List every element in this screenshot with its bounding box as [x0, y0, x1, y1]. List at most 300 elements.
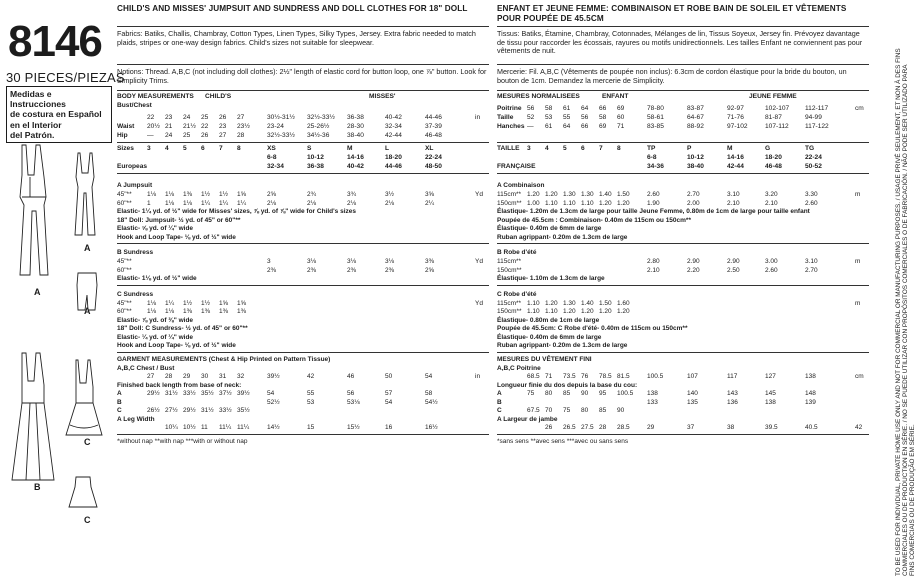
body-header-label: BODY MEASUREMENTS: [117, 93, 194, 100]
doll-jumpsuit-figure: [77, 273, 97, 310]
notion-note: Elastic- ⅝ yd. of ¼" wide: [117, 225, 194, 232]
size-cell: 6: [201, 145, 205, 152]
yardage-cell: 1½: [219, 191, 229, 198]
garment-length-cell: 57: [385, 390, 393, 397]
garment-bust-cell: 71: [545, 373, 553, 380]
yardage-cell: 2.20: [687, 266, 700, 274]
unit-cell: Yd: [475, 191, 483, 198]
garment-leg-cell: 39.5: [765, 424, 778, 431]
notions-text: Notions: Thread. A,B,C (not including doll clothes): 2½" length of elastic cord for button loop, one ⅞" button. Look for Simplicity Trims.: [117, 67, 487, 85]
size-cell: M: [727, 145, 733, 152]
measurement-cell: 78-80: [647, 105, 664, 112]
garment-bust-label: A,B,C Poitrine: [497, 364, 541, 372]
yardage-cell: 2.60: [647, 191, 660, 198]
notion-note: Hook and Loop Tape- ⅛ yd. of ½" wide: [117, 342, 236, 349]
garment-length-cell: 145: [765, 390, 776, 397]
garment-leg-cell: 15: [307, 424, 315, 431]
yardage-label: 45"**: [117, 258, 132, 265]
garment-bust-cell: 32: [237, 373, 245, 380]
euro-label: FRANÇAISE: [497, 163, 536, 170]
measurement-cell: 117-122: [805, 123, 829, 130]
yardage-cell: 1.20: [581, 308, 594, 315]
size-range-cell: 6-8: [267, 154, 277, 161]
yardage-label: 115cm**: [497, 299, 522, 307]
garment-bust-cell: 39½: [267, 373, 280, 380]
notion-note: Elastic- ⅞ yd. of ⅜" wide: [117, 316, 194, 324]
yardage-cell: 1⅜: [219, 308, 229, 315]
unit-cell: Yd: [475, 258, 483, 265]
yardage-cell: 1: [147, 199, 151, 207]
measurement-cell: 38-40: [347, 132, 364, 139]
garment-title: GARMENT MEASUREMENTS (Chest & Hip Printed on Pattern Tissue): [117, 355, 331, 363]
measurement-cell: 66: [599, 105, 607, 112]
garment-length-cell: 148: [805, 390, 816, 397]
yardage-cell: 2⅛: [385, 199, 395, 207]
yardage-cell: 1¼: [201, 199, 211, 207]
section-title: C Sundress: [117, 290, 154, 298]
measurement-cell: 69: [599, 123, 607, 130]
yardage-cell: 2.10: [765, 199, 778, 207]
garment-bust-cell: cm: [855, 373, 864, 380]
yardage-cell: 1.90: [647, 199, 660, 207]
yardage-label: 60"**: [117, 266, 132, 274]
yardage-cell: 1.30: [563, 299, 576, 307]
yardage-cell: 2¼: [425, 199, 435, 207]
spanish-note-line: de costura en Español: [10, 109, 102, 120]
measurement-cell: 107-112: [765, 123, 789, 130]
garment-leg-cell: 10¼: [165, 424, 178, 431]
size-cell: TAILLE: [497, 145, 520, 152]
garment-length-cell: 39½: [237, 390, 250, 397]
size-cell: 4: [165, 145, 169, 152]
garment-length-cell: 133: [647, 398, 658, 406]
garment-leg-cell: 42: [855, 424, 863, 431]
measurement-cell: 23: [219, 123, 227, 130]
jumpsuit-back-figure: [75, 153, 95, 235]
measurement-cell: 56: [527, 105, 535, 112]
measurement-cell: Hip: [117, 132, 128, 139]
yardage-label: 150cm**: [497, 199, 522, 207]
measurement-cell: 21½: [183, 123, 196, 130]
garment-back-label: Finished back length from base of neck:: [117, 381, 242, 389]
figure-label: B: [34, 482, 41, 492]
notion-note: Poupée de 45.5cm : Combinaison- 0.40m de 115cm ou 150cm**: [497, 216, 691, 224]
measurement-cell: 36-38: [347, 114, 364, 121]
divider: [497, 243, 869, 244]
notion-note: Elastic- 1¼ yd. of ½" wide for Misses' sizes, ⅞ yd. of ⅞" wide for Child's sizes: [117, 208, 356, 215]
garment-length-cell: A: [117, 390, 122, 397]
sundress-figure: [12, 353, 54, 480]
yardage-cell: 1.40: [581, 299, 594, 307]
notion-note: Élastique- 0.40m de 6mm de large: [497, 225, 602, 232]
garment-leg-cell: 11: [201, 424, 208, 431]
measurement-cell: 28-30: [347, 123, 364, 130]
measurement-cell: 37-39: [425, 123, 442, 130]
section-title: B Robe d'été: [497, 249, 537, 256]
euro-size-cell: 44-46: [385, 163, 402, 170]
legal-line: TO BE USED FOR INDIVIDUAL, PRIVATE HOME USE ONLY AND NOT FOR COMMERCIAL OR MANUFACTURING PURPOSES. / USAGE PRIVÉ SEULEMENT, ET NON À DES FINS: [895, 48, 902, 576]
garment-leg-cell: 10½: [183, 424, 196, 431]
yardage-cell: 2⅝: [425, 266, 435, 274]
garment-leg-label: A Largeur de jambe: [497, 415, 558, 423]
figure-label: A: [34, 287, 41, 297]
garment-bust-cell: 50: [385, 373, 393, 380]
garment-length-cell: 100.5: [617, 390, 634, 397]
yardage-cell: 3.00: [765, 258, 778, 265]
euro-size-cell: 50-52: [805, 163, 822, 170]
euro-size-cell: 38-40: [687, 163, 704, 170]
garment-leg-cell: 28.5: [617, 424, 630, 431]
measurement-cell: 28: [237, 132, 245, 139]
garment-leg-cell: 29: [647, 424, 655, 431]
yardage-cell: 2.80: [647, 258, 660, 265]
measurement-cell: 24: [165, 132, 173, 139]
garment-length-cell: 95: [599, 390, 607, 397]
garment-length-cell: 35½: [237, 407, 250, 414]
short-sundress-figure: [66, 360, 102, 435]
pattern-number: 8146: [8, 17, 102, 66]
garment-length-cell: 85: [599, 407, 607, 414]
measurement-cell: 44-46: [425, 114, 442, 121]
measurement-cell: 88-92: [687, 123, 704, 130]
garment-bust-cell: 73.5: [563, 373, 576, 380]
measurement-cell: 81-87: [765, 114, 782, 121]
notion-note: Élastique- 1.20m de 1.3cm de large pour taille Jeune Femme, 0.80m de 1cm de large pour taille enfant: [497, 208, 810, 215]
yardage-label: 45"**: [117, 299, 132, 307]
garment-length-cell: 67.5: [527, 407, 540, 414]
measurement-cell: 66: [581, 123, 589, 130]
size-range-cell: 14-16: [347, 154, 364, 161]
measurement-cell: 102-107: [765, 105, 790, 112]
garment-length-cell: 29½: [183, 407, 196, 414]
misses-header: MISSES': [369, 93, 396, 100]
size-cell: 7: [219, 145, 223, 152]
measurement-cell: 22: [147, 114, 155, 121]
notion-note: Elastic- ¼ yd. of ¼" wide: [117, 333, 194, 341]
yardage-cell: 1.10: [581, 199, 594, 207]
divider: [117, 243, 489, 244]
notion-note: Élastique- 1.10m de 1.3cm de large: [497, 275, 605, 282]
english-column: [117, 4, 489, 574]
garment-bust-cell: 117: [727, 373, 738, 380]
section-title: A Combinaison: [497, 182, 545, 189]
yardage-cell: 3½: [385, 191, 395, 198]
garment-length-cell: B: [117, 398, 122, 406]
size-range-cell: 22-24: [805, 154, 822, 161]
garment-bust-cell: 100.5: [647, 373, 664, 380]
vertical-legal-text: [893, 0, 916, 580]
divider: [497, 434, 869, 435]
doll-dress-figure: [69, 477, 97, 507]
yardage-cell: 2.70: [687, 191, 700, 198]
yardage-cell: 1.50: [617, 191, 630, 198]
garment-length-cell: C: [497, 407, 502, 414]
size-cell: 8: [617, 145, 621, 152]
size-range-cell: 18-20: [765, 154, 782, 161]
yardage-cell: 2⅜: [347, 266, 357, 274]
yardage-cell: 1⅜: [201, 308, 211, 315]
size-cell: TP: [647, 145, 656, 152]
measurement-cell: 83-85: [647, 123, 664, 130]
garment-length-cell: 58: [425, 390, 433, 397]
euro-size-cell: 34-36: [647, 163, 664, 170]
yardage-cell: 1.10: [563, 199, 576, 207]
size-cell: M: [347, 145, 353, 152]
garment-bust-cell: in: [475, 373, 481, 380]
yardage-cell: 2.60: [805, 199, 818, 207]
garment-length-cell: 56: [347, 390, 355, 397]
garment-bust-cell: 81.5: [617, 373, 630, 380]
garment-length-cell: 85: [563, 390, 571, 397]
figure-label: A: [84, 306, 91, 316]
measurement-cell: cm: [855, 105, 864, 112]
size-cell: TG: [805, 145, 815, 152]
size-cell: Sizes: [117, 145, 134, 152]
yardage-label: 150cm**: [497, 308, 522, 315]
yardage-cell: 1.20: [545, 299, 558, 307]
yardage-cell: 1.00: [527, 199, 540, 207]
yardage-cell: 1⅛: [147, 308, 157, 315]
yardage-cell: 1½: [201, 191, 211, 198]
garment-bust-cell: 76: [581, 373, 589, 380]
yardage-label: 60"**: [117, 308, 132, 315]
yardage-cell: 2.70: [805, 266, 818, 274]
measurement-cell: 52: [527, 114, 535, 121]
measurement-cell: in: [475, 114, 481, 121]
yardage-cell: 2.50: [727, 266, 740, 274]
garment-illustrations: [0, 135, 112, 535]
child-header: CHILD'S: [205, 93, 232, 100]
garment-length-cell: 37½: [219, 390, 232, 397]
size-cell: 5: [563, 145, 567, 152]
yardage-cell: 1⅛: [147, 191, 157, 198]
spanish-note-line: en el Interior: [10, 119, 62, 130]
measurement-cell: 24: [183, 114, 191, 121]
figure-label: A: [84, 243, 91, 253]
euro-size-cell: 36-38: [307, 163, 324, 170]
notion-note: 18" Doll: C Sundress- ½ yd. of 45" or 60"**: [117, 325, 248, 332]
garment-length-cell: 31½: [201, 407, 214, 414]
tissus-text: Tissus: Batiks, Étamine, Chambray, Cotonnades, Mélanges de lin, Tissus Soyeux, Jersey fin. Prévoyez davantage de tissu pour raccorder les écossais, rayures ou motifs unidirectionnels. Les tailles Enfant ne conviennent pas pour vêtements de nuit.: [497, 29, 863, 56]
divider: [117, 434, 489, 435]
unit-cell: m: [855, 299, 861, 307]
yardage-cell: 1½: [183, 299, 193, 307]
english-title: CHILD'S AND MISSES' JUMPSUIT AND SUNDRESS AND DOLL CLOTHES FOR 18" DOLL: [117, 4, 468, 13]
nap-footnote: *sans sens **avec sens ***avec ou sans sens: [497, 438, 629, 445]
garment-length-cell: 139: [805, 398, 816, 406]
garment-leg-cell: 38: [727, 424, 735, 431]
yardage-cell: 3: [267, 258, 271, 265]
garment-length-cell: 138: [647, 390, 658, 397]
garment-length-cell: 35½: [201, 390, 214, 397]
measurement-cell: 46-48: [425, 132, 442, 139]
spanish-note-line: del Patrón.: [10, 129, 55, 140]
garment-bust-cell: 107: [687, 373, 698, 380]
garment-back-label: Longueur finie du dos depuis la base du cou:: [497, 381, 638, 389]
garment-bust-cell: 42: [307, 373, 315, 380]
measurement-cell: 61: [545, 123, 553, 130]
yardage-cell: 1.60: [617, 299, 630, 307]
garment-length-cell: 55: [307, 390, 315, 397]
garment-length-cell: 80: [545, 390, 553, 397]
yardage-cell: 3⅛: [307, 258, 317, 265]
garment-title: MESURES DU VÊTEMENT FINI: [497, 355, 592, 363]
garment-leg-cell: 28: [599, 424, 607, 431]
yardage-cell: 3⅛: [347, 258, 357, 265]
figure-label: C: [84, 437, 91, 447]
jeune-femme-header: JEUNE FEMME: [749, 93, 797, 100]
yardage-cell: 1⅛: [183, 199, 193, 207]
euro-size-cell: 48-50: [425, 163, 442, 170]
size-cell: 5: [183, 145, 187, 152]
measurement-cell: 58-61: [647, 114, 664, 121]
yardage-cell: 2.90: [687, 258, 700, 265]
yardage-cell: 1.20: [563, 308, 576, 315]
size-range-cell: 22-24: [425, 154, 442, 161]
yardage-cell: 1.20: [599, 199, 612, 207]
measurement-cell: 34½-36: [307, 132, 330, 139]
garment-length-cell: 52½: [267, 398, 280, 406]
yardage-cell: 3.10: [805, 258, 818, 265]
garment-leg-cell: 16: [385, 424, 393, 431]
yardage-cell: 2¾: [307, 191, 317, 198]
garment-leg-cell: 37: [687, 424, 695, 431]
measurement-cell: 42-44: [385, 132, 402, 139]
size-range-cell: 10-12: [307, 154, 324, 161]
euro-size-cell: 32-34: [267, 163, 284, 170]
garment-leg-cell: 11¼: [219, 424, 232, 431]
yardage-cell: 1½: [201, 299, 211, 307]
section-title: C Robe d'été: [497, 290, 537, 298]
measurement-cell: 69: [617, 105, 625, 112]
size-cell: 3: [527, 145, 531, 152]
yardage-cell: 1.10: [527, 299, 540, 307]
garment-length-cell: 143: [727, 390, 738, 397]
size-cell: S: [307, 145, 312, 152]
measurement-cell: 112-117: [805, 105, 829, 112]
measurement-cell: 58: [545, 105, 553, 112]
yardage-cell: 2.10: [647, 266, 660, 274]
notion-note: Ruban agrippant- 0.20m de 1.3cm de large: [497, 233, 628, 241]
garment-length-cell: 54: [267, 390, 275, 397]
garment-leg-cell: 40.5: [805, 424, 818, 431]
yardage-cell: 1¼: [219, 199, 229, 207]
measurement-cell: 26: [219, 114, 227, 121]
yardage-cell: 3⅜: [425, 258, 435, 265]
euro-label: Europeas: [117, 163, 148, 170]
yardage-cell: 1.30: [581, 191, 594, 198]
yardage-cell: 1¼: [165, 299, 175, 307]
garment-leg-cell: 26: [545, 424, 553, 431]
garment-bust-cell: 46: [347, 373, 355, 380]
garment-bust-cell: 30: [201, 373, 209, 380]
measurement-cell: 97-102: [727, 123, 748, 130]
yardage-cell: 1⅝: [219, 299, 229, 307]
yardage-cell: 1.40: [599, 191, 612, 198]
measurement-cell: 64: [581, 105, 589, 112]
measurement-cell: 23-24: [267, 123, 284, 130]
measurement-cell: 58: [599, 114, 607, 121]
measurement-cell: 94-99: [805, 114, 822, 121]
spanish-note-line: Medidas e Instrucciones: [10, 89, 66, 110]
yardage-cell: 1⅛: [147, 299, 157, 307]
notion-note: Poupée de 45.5cm: C Robe d'été- 0.40m de 115cm ou 150cm**: [497, 325, 688, 332]
yardage-label: 45"**: [117, 191, 132, 198]
enfant-header: ENFANT: [602, 93, 629, 100]
garment-length-cell: 136: [727, 398, 738, 406]
yardage-cell: 3¾: [347, 191, 357, 198]
yardage-cell: 1.30: [563, 191, 576, 198]
garment-length-cell: 27½: [165, 407, 178, 414]
garment-length-cell: 29½: [147, 390, 160, 397]
measurement-cell: 32-34: [385, 123, 402, 130]
garment-length-cell: 75: [563, 407, 571, 414]
yardage-cell: 1⅜: [183, 191, 193, 198]
yardage-cell: 1.20: [617, 199, 630, 207]
garment-length-cell: 53: [307, 398, 315, 406]
yardage-cell: 1.50: [599, 299, 612, 307]
yardage-cell: 1.20: [599, 308, 612, 315]
yardage-cell: 1.10: [545, 308, 558, 315]
measurement-cell: 20½: [147, 123, 160, 130]
notion-note: Élastique- 0.80m de 1cm de large: [497, 316, 600, 324]
garment-leg-label: A Leg Width: [117, 415, 155, 423]
yardage-cell: 3⅝: [425, 191, 435, 198]
size-cell: XL: [425, 145, 434, 152]
section-title: A Jumpsuit: [117, 182, 153, 189]
pieces-count: 30 PIECES/PIEZAS: [6, 70, 125, 85]
yardage-cell: 2⅛: [307, 199, 317, 207]
size-cell: L: [385, 145, 390, 152]
garment-leg-cell: 16½: [425, 424, 438, 431]
yardage-cell: 3.20: [765, 191, 778, 198]
garment-bust-label: A,B,C Chest / Bust: [117, 364, 175, 372]
divider: [117, 352, 489, 353]
measurement-cell: Hanches: [497, 123, 525, 130]
measurement-cell: 83-87: [687, 105, 704, 112]
yardage-label: 150cm**: [497, 266, 522, 274]
garment-bust-cell: 78.5: [599, 373, 612, 380]
size-range-cell: 6-8: [647, 154, 657, 161]
garment-length-cell: 70: [545, 407, 553, 414]
yardage-cell: 2.60: [765, 266, 778, 274]
measurement-cell: 25: [183, 132, 191, 139]
measurement-cell: 26: [201, 132, 209, 139]
measurement-cell: 23: [165, 114, 173, 121]
divider: [117, 285, 489, 286]
garment-bust-cell: 29: [183, 373, 191, 380]
garment-length-cell: 26½: [147, 407, 160, 414]
yardage-label: 115cm**: [497, 191, 522, 198]
garment-length-cell: 54½: [425, 398, 438, 406]
bust-label: Bust/Chest: [117, 102, 152, 109]
yardage-cell: 1⅝: [237, 191, 247, 198]
garment-length-cell: 138: [765, 398, 776, 406]
measurement-cell: Taille: [497, 114, 514, 121]
garment-length-cell: 31½: [165, 390, 178, 397]
divider: [497, 285, 869, 286]
unit-cell: Yd: [475, 299, 483, 307]
french-title: ENFANT ET JEUNE FEMME: COMBINAISON ET ROBE BAIN DE SOLEIL ET VÊTEMENTS POUR POUPÉE DE 45.5CM: [497, 4, 847, 23]
notion-note: Ruban agrippant- 0.20m de 1.3cm de large: [497, 342, 628, 349]
garment-length-cell: 90: [617, 407, 625, 414]
measurement-cell: 32½-33½: [267, 132, 295, 139]
yardage-cell: 2⅝: [267, 191, 277, 198]
size-cell: 6: [581, 145, 585, 152]
garment-leg-cell: 11¼: [237, 424, 250, 431]
measurement-cell: 23½: [237, 123, 250, 130]
garment-length-cell: B: [497, 398, 502, 406]
